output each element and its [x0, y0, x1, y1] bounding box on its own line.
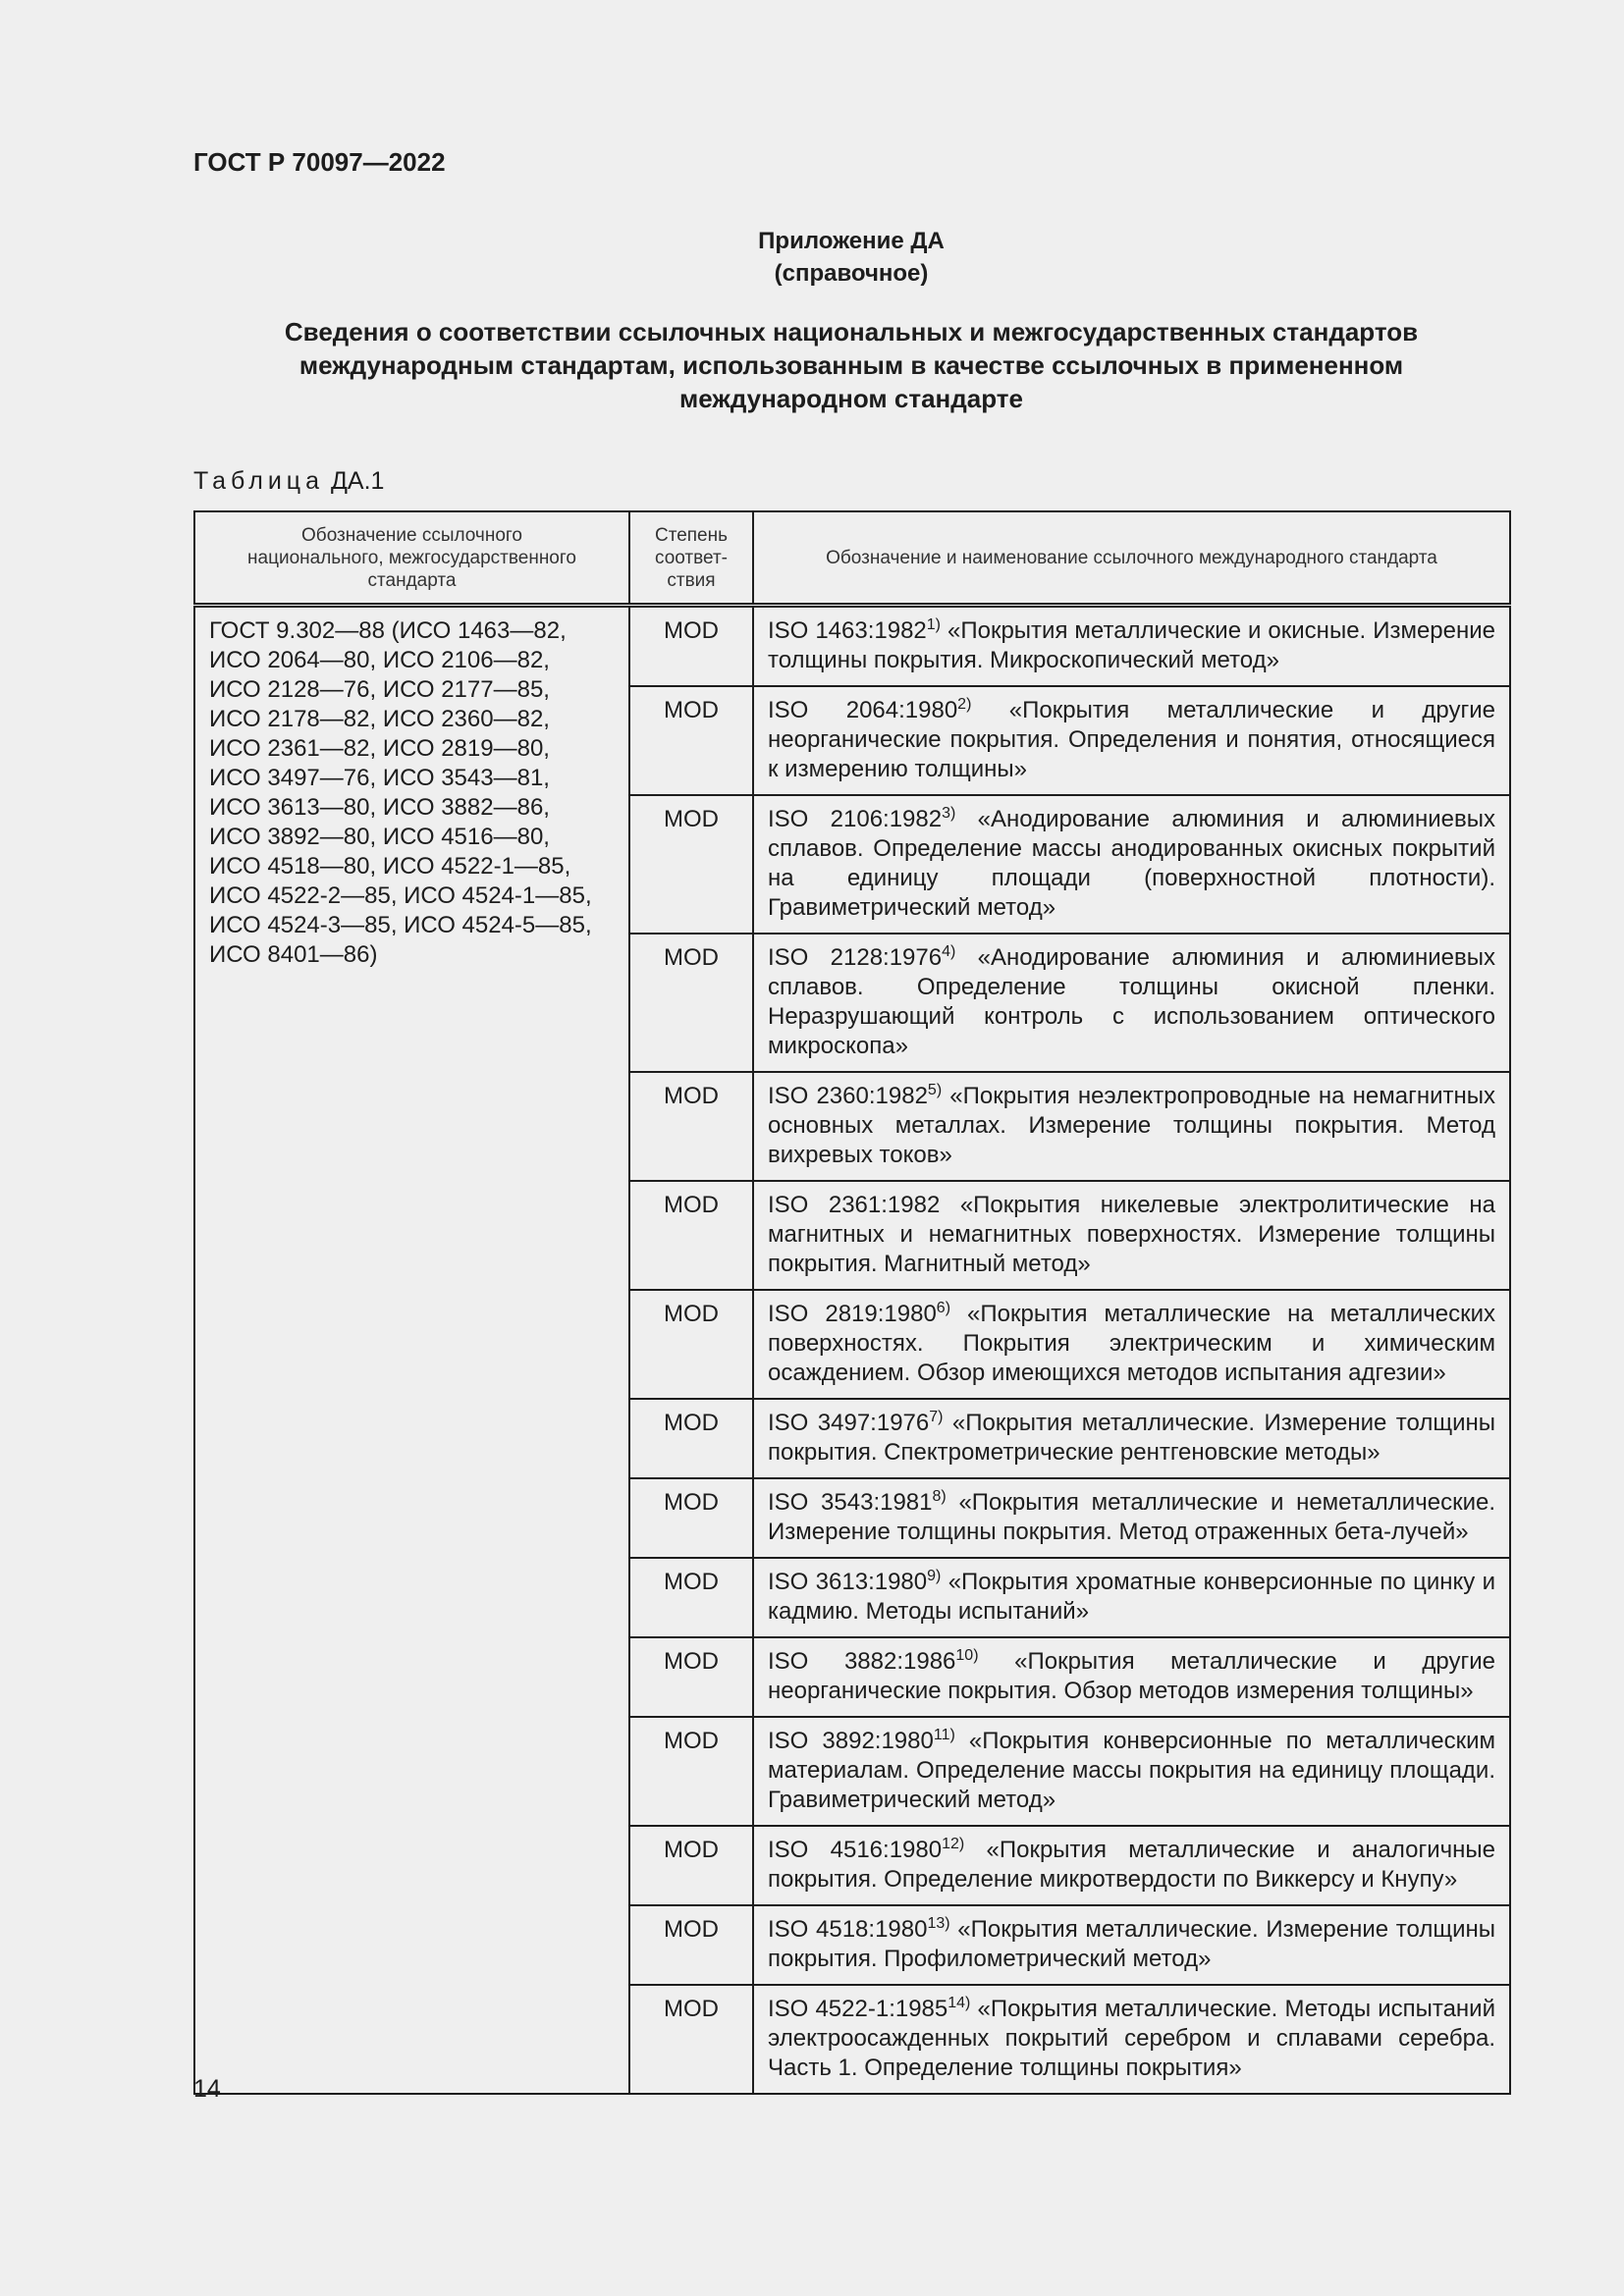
degree-cell: MOD — [629, 1072, 753, 1181]
iso-title: «Покрытия никелевые электролитические на магнитных и немагнитных поверхностях. Измерение толщины покрытия. Магнитный метод» — [768, 1192, 1495, 1277]
iso-title: «Покрытия металлические. Измерение толщины покрытия. Спектрометрические рентгеновские методы» — [768, 1410, 1495, 1466]
footnote-marker: 2) — [957, 696, 972, 713]
iso-title: «Покрытия металлические и неметаллические. Измерение толщины покрытия. Метод отраженных бета-лучей» — [768, 1489, 1495, 1545]
degree-cell: MOD — [629, 1717, 753, 1826]
appendix-heading-line: международном стандарте — [679, 384, 1023, 413]
table-body — [194, 606, 1510, 2095]
international-standard-cell — [753, 1290, 1510, 1399]
international-standard-cell — [753, 1985, 1510, 2094]
page-number: 14 — [193, 2075, 221, 2103]
iso-code: ISO 2128:1976 — [768, 944, 943, 971]
header-line: ствия — [667, 569, 716, 591]
iso-code: ISO 2361:1982 — [768, 1192, 941, 1218]
table-row — [194, 606, 1510, 687]
footnote-marker: 6) — [936, 1300, 951, 1316]
degree-cell: MOD — [629, 1181, 753, 1290]
iso-code: ISO 2064:1980 — [768, 697, 958, 723]
national-standard-line: ИСО 4518—80, ИСО 4522-1—85, — [209, 853, 571, 880]
iso-title: «Покрытия металлические и другие неорганические покрытия. Обзор методов измерения толщины» — [768, 1648, 1496, 1704]
iso-code: ISO 2819:1980 — [768, 1301, 937, 1327]
national-standard-line: ИСО 2128—76, ИСО 2177—85, — [209, 676, 550, 703]
degree-cell: MOD — [629, 795, 753, 934]
header-line: Степень — [654, 524, 729, 546]
national-standard-cell — [194, 606, 629, 2095]
international-standard-cell — [753, 1637, 1510, 1717]
national-standard-line: ИСО 4524-3—85, ИСО 4524-5—85, — [209, 912, 592, 938]
international-standard-cell — [753, 795, 1510, 934]
iso-code: ISO 4516:1980 — [768, 1837, 943, 1863]
footnote-marker: 9) — [927, 1568, 942, 1584]
header-national-standard — [194, 511, 629, 606]
iso-title: «Покрытия хроматные конверсионные по цинку и кадмию. Методы испытаний» — [768, 1569, 1496, 1625]
degree-cell: MOD — [629, 1478, 753, 1558]
international-standard-cell — [753, 1717, 1510, 1826]
international-standard-cell — [753, 686, 1510, 795]
footnote-marker: 11) — [933, 1727, 955, 1743]
footnote-marker: 13) — [927, 1915, 950, 1932]
international-standard-cell — [753, 1181, 1510, 1290]
appendix-heading — [193, 315, 1509, 415]
footnote-marker: 14) — [947, 1995, 971, 2011]
appendix-title: Приложение ДА — [758, 228, 945, 254]
footnote-marker: 10) — [955, 1647, 979, 1664]
footnote-marker: 5) — [927, 1082, 943, 1098]
degree-cell: MOD — [629, 1399, 753, 1478]
national-standard-line: ИСО 2178—82, ИСО 2360—82, — [209, 706, 550, 732]
header-line: Обозначение ссылочного — [301, 524, 522, 546]
degree-cell: MOD — [629, 934, 753, 1072]
degree-cell: MOD — [629, 1826, 753, 1905]
degree-cell: MOD — [629, 1985, 753, 2094]
international-standard-cell — [753, 606, 1510, 687]
national-standard-line: ИСО 4522-2—85, ИСО 4524-1—85, — [209, 882, 592, 909]
iso-code: ISO 3613:1980 — [768, 1569, 928, 1595]
iso-code: ISO 3497:1976 — [768, 1410, 930, 1436]
degree-cell: MOD — [629, 1290, 753, 1399]
iso-code: ISO 4518:1980 — [768, 1916, 928, 1943]
national-standard-line: ИСО 8401—86) — [209, 941, 378, 968]
footnote-marker: 1) — [926, 616, 942, 633]
degree-cell: MOD — [629, 1905, 753, 1985]
document-code: ГОСТ Р 70097—2022 — [193, 147, 446, 177]
iso-title: «Анодирование алюминия и алюминиевых сплавов. Определение толщины окисной пленки. Неразрушающий контроль с использованием оптического микроскопа» — [768, 944, 1495, 1059]
iso-title: «Покрытия металлические и аналогичные покрытия. Определение микротвердости по Виккерсу и Кнупу» — [768, 1837, 1495, 1893]
appendix-type: (справочное) — [774, 260, 929, 287]
iso-code: ISO 3543:1981 — [768, 1489, 933, 1516]
iso-code: ISO 2360:1982 — [768, 1083, 928, 1109]
iso-title: «Покрытия конверсионные по металлическим материалам. Определение массы покрытия на единицу площади. Гравиметрический метод» — [768, 1728, 1495, 1813]
international-standard-cell — [753, 1478, 1510, 1558]
international-standard-cell — [753, 1072, 1510, 1181]
footnote-marker: 8) — [932, 1488, 947, 1505]
national-standard-line: ИСО 2361—82, ИСО 2819—80, — [209, 735, 550, 762]
appendix-heading-line: Сведения о соответствии ссылочных национальных и межгосударственных стандартов — [284, 317, 1419, 347]
appendix-heading-line: международным стандартам, использованным в качестве ссылочных в примененном — [298, 350, 1404, 380]
header-line: стандарта — [367, 569, 457, 591]
footnote-marker: 4) — [942, 943, 956, 960]
header-international-standard: Обозначение и наименование ссылочного международного стандарта — [753, 511, 1510, 606]
national-standard-line: ГОСТ 9.302—88 (ИСО 1463—82, — [209, 617, 567, 644]
footnote-marker: 3) — [942, 805, 956, 822]
iso-title: «Покрытия металлические. Методы испытаний электроосажденных покрытий серебром и сплавами серебра. Часть 1. Определение толщины покрытия» — [768, 1996, 1495, 2081]
iso-title: «Анодирование алюминия и алюминиевых сплавов. Определение массы анодированных окисных покрытий на единицу площади (поверхностной плотности). Гравиметрический метод» — [768, 806, 1495, 921]
international-standard-cell — [753, 1905, 1510, 1985]
iso-title: «Покрытия металлические на металлических поверхностях. Покрытия электрическим и химическим осаждением. Обзор имеющихся методов испытания адгезии» — [768, 1301, 1495, 1386]
footnote-marker: 7) — [929, 1409, 944, 1425]
header-line: соответ- — [655, 547, 728, 568]
international-standard-cell — [753, 934, 1510, 1072]
international-standard-cell — [753, 1558, 1510, 1637]
table-caption — [193, 467, 384, 496]
header-line: национального, межгосударственного — [247, 547, 576, 568]
international-standard-cell — [753, 1826, 1510, 1905]
iso-code: ISO 3882:1986 — [768, 1648, 956, 1675]
iso-code: ISO 2106:1982 — [768, 806, 943, 832]
international-standard-cell — [753, 1399, 1510, 1478]
header-degree — [629, 511, 753, 606]
correspondence-table — [193, 510, 1511, 2095]
degree-cell: MOD — [629, 686, 753, 795]
iso-title: «Покрытия металлические. Измерение толщины покрытия. Профилометрический метод» — [768, 1916, 1495, 1972]
table-caption-word: Таблица — [193, 467, 325, 495]
table-header-row — [194, 511, 1510, 606]
iso-code: ISO 4522-1:1985 — [768, 1996, 948, 2022]
table-caption-number: ДА.1 — [330, 467, 385, 495]
footnote-marker: 12) — [942, 1836, 965, 1852]
iso-code: ISO 1463:1982 — [768, 617, 927, 644]
iso-title: «Покрытия металлические и окисные. Измерение толщины покрытия. Микроскопический метод» — [768, 617, 1495, 673]
degree-cell: MOD — [629, 1558, 753, 1637]
iso-title: «Покрытия неэлектропроводные на немагнитных основных металлах. Измерение толщины покрытия. Метод вихревых токов» — [768, 1083, 1496, 1168]
national-standard-line: ИСО 3892—80, ИСО 4516—80, — [209, 824, 550, 850]
degree-cell: MOD — [629, 1637, 753, 1717]
iso-title: «Покрытия металлические и другие неорганические покрытия. Определения и понятия, относящиеся к измерению толщины» — [768, 697, 1495, 782]
national-standard-line: ИСО 3497—76, ИСО 3543—81, — [209, 765, 550, 791]
national-standard-line: ИСО 3613—80, ИСО 3882—86, — [209, 794, 550, 821]
degree-cell: MOD — [629, 606, 753, 687]
iso-code: ISO 3892:1980 — [768, 1728, 934, 1754]
national-standard-line: ИСО 2064—80, ИСО 2106—82, — [209, 647, 550, 673]
